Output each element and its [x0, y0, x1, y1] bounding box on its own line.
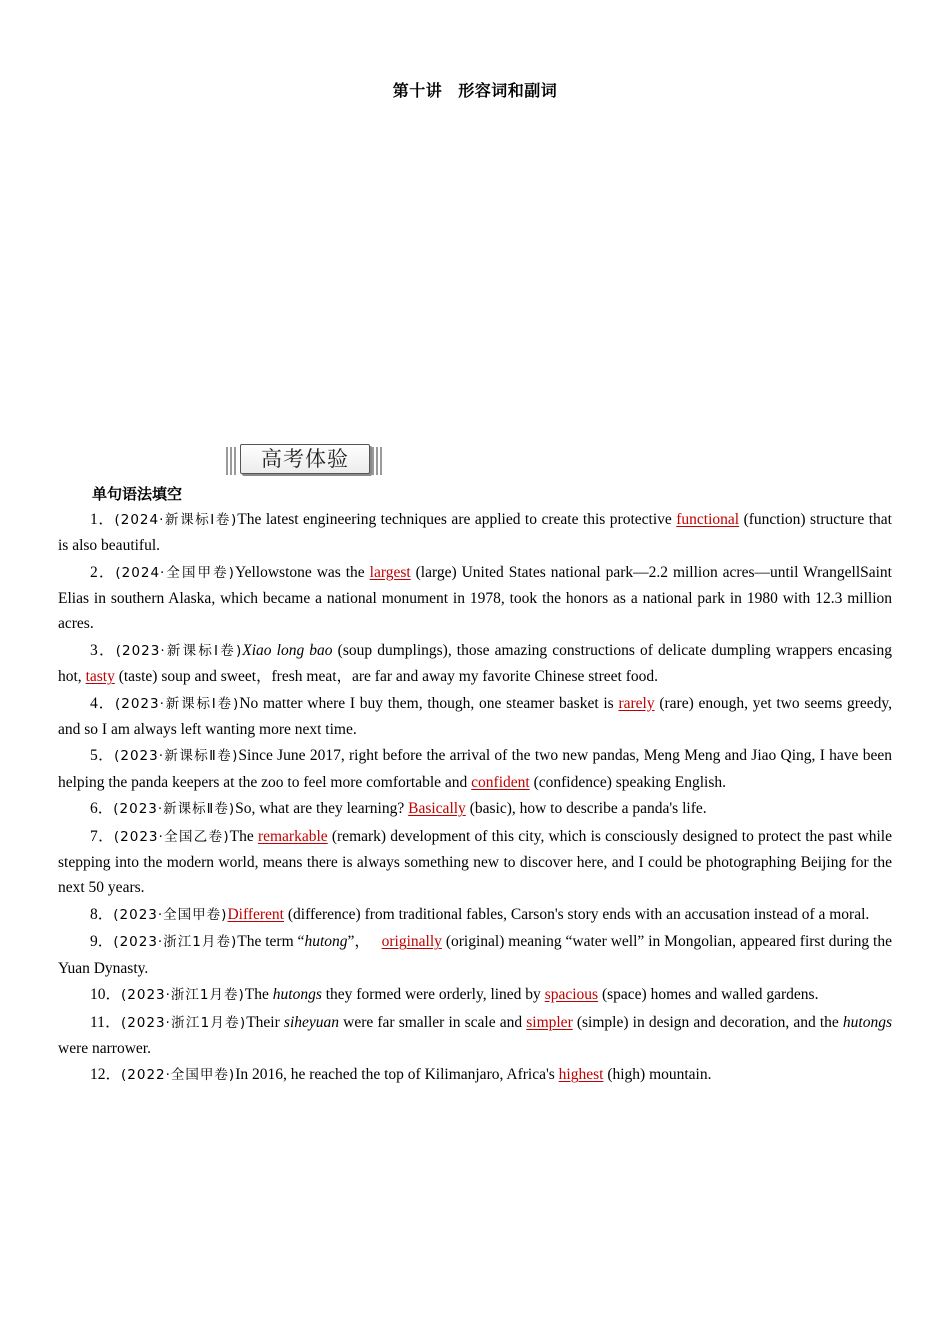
question-text: were far smaller in scale and — [339, 1013, 527, 1031]
question-text: (rare) enough, yet two seems greedy, and so I am always left wanting more next time. — [58, 694, 892, 738]
question-text: So, what are they learning? — [235, 800, 409, 818]
question-text: (space) homes and walled gardens. — [598, 986, 819, 1004]
question-italic-text: hutongs — [842, 1013, 892, 1031]
question-number: 9． — [90, 933, 114, 951]
question-source: (2023·浙江1月卷) — [121, 987, 245, 1004]
question-12 — [58, 1062, 892, 1088]
question-text: (high) mountain. — [603, 1066, 712, 1084]
question-text: No matter where I buy them, though, one steamer basket is — [239, 694, 619, 712]
question-italic-text: hutong — [304, 933, 348, 951]
question-text: In 2016, he reached the top of Kilimanjaro, Africa's — [235, 1066, 559, 1084]
question-source: (2022·全国甲卷) — [121, 1067, 236, 1084]
banner-box — [240, 444, 370, 474]
question-source: (2024·新课标Ⅰ卷) — [114, 512, 238, 528]
question-text: (taste) soup and sweet，fresh meat，are far and away my favorite Chinese street food. — [114, 668, 659, 686]
answer: largest — [369, 563, 411, 581]
question-6 — [58, 796, 892, 822]
question-number: 10． — [90, 986, 122, 1004]
page-title — [0, 78, 950, 101]
question-7 — [58, 824, 892, 901]
question-italic-text: Xiao long bao — [242, 641, 333, 659]
question-text: (simple) in design and decoration, and the — [572, 1013, 843, 1031]
question-source: (2024·全国甲卷) — [115, 564, 235, 581]
question-2 — [58, 560, 892, 637]
question-source: (2023·浙江1月卷) — [120, 1014, 247, 1031]
answer: originally — [381, 933, 442, 951]
question-text: (soup dumplings), those amazing constructions of delicate dumpling wrappers encasing hot, — [58, 641, 892, 686]
answer: remarkable — [257, 827, 328, 845]
question-italic-text: siheyuan — [283, 1013, 340, 1031]
question-number: 7． — [90, 827, 114, 845]
question-text: ”， — [347, 933, 382, 951]
question-source: (2023·全国乙卷) — [113, 828, 230, 845]
question-source: (2023·新课标Ⅱ卷) — [114, 748, 239, 765]
question-number: 5． — [90, 747, 115, 765]
banner-label: 高考体验 — [261, 447, 349, 471]
answer: Basically — [408, 800, 466, 818]
question-text: (remark) development of this city, which is consciously designed to protect the past while stepping into the modern world, means there is always something new to discover here, and I could be photographing Beijing for the next 50 years. — [58, 827, 892, 897]
question-number: 4． — [90, 694, 115, 712]
answer: highest — [558, 1066, 604, 1084]
answer: tasty — [85, 668, 115, 686]
question-text: The latest engineering techniques are applied to create this protective — [237, 511, 677, 528]
question-italic-text: hutongs — [272, 986, 322, 1004]
question-text: The — [244, 986, 273, 1004]
answer: Different — [227, 905, 284, 923]
question-source: (2023·全国甲卷) — [113, 906, 228, 923]
question-number: 2． — [90, 563, 116, 581]
question-number: 11． — [90, 1013, 121, 1031]
question-8 — [58, 902, 892, 928]
banner-stripes-left — [226, 447, 238, 475]
section-title: 单句语法填空 — [92, 485, 183, 503]
lesson-number: 第十讲 — [392, 81, 443, 100]
question-source: (2023·浙江1月卷) — [113, 934, 238, 951]
answer: spacious — [544, 986, 599, 1004]
question-number: 8． — [90, 905, 114, 923]
question-text: were narrower. — [58, 1039, 151, 1057]
question-11 — [58, 1010, 892, 1062]
question-text: The — [229, 827, 258, 845]
question-source: (2023·新课标Ⅰ卷) — [114, 695, 240, 712]
question-5 — [58, 743, 892, 795]
question-text: (original) meaning “water well” in Mongolian, appeared first during the Yuan Dynasty. — [58, 933, 892, 977]
question-text: Since June 2017, right before the arrival of the two new pandas, Meng Meng and Jiao Qing, I have been helping the panda keepers at the zoo to feel more comfortable and — [58, 747, 892, 791]
question-text: (function) structure that is also beautiful. — [58, 511, 892, 555]
question-text: The term “ — [237, 933, 305, 951]
question-text: (confidence) speaking English. — [529, 773, 726, 791]
question-9 — [58, 929, 892, 981]
exercise-content — [58, 482, 892, 1090]
lesson-topic: 形容词和副词 — [458, 81, 558, 100]
question-1 — [58, 507, 892, 559]
question-number: 1． — [90, 511, 115, 528]
banner-stripes-right — [372, 447, 384, 475]
question-text: (large) United States national park—2.2 million acres—until WrangellSaint Elias in southern Alaska, which became a national monument in 1978, took the honors as a national park in 1980 with 12.3 million acres. — [58, 563, 892, 633]
section-banner — [226, 443, 384, 477]
question-source: (2023·新课标Ⅰ卷) — [115, 642, 243, 659]
answer: rarely — [618, 694, 655, 712]
question-text: Their — [246, 1013, 284, 1031]
question-text: they formed were orderly, lined by — [321, 986, 545, 1004]
answer: simpler — [526, 1013, 573, 1031]
answer: functional — [676, 511, 740, 528]
question-3 — [58, 638, 892, 690]
question-text: (difference) from traditional fables, Carson's story ends with an accusation instead of a moral. — [283, 905, 870, 923]
question-source: (2023·新课标Ⅱ卷) — [113, 801, 236, 818]
question-number: 6． — [90, 800, 114, 818]
answer: confident — [471, 773, 530, 791]
question-number: 3． — [90, 641, 116, 659]
question-text: Yellowstone was the — [234, 563, 370, 581]
question-text: (basic), how to describe a panda's life. — [465, 800, 707, 818]
question-10 — [58, 982, 892, 1008]
question-number: 12． — [90, 1066, 122, 1084]
question-4 — [58, 691, 892, 743]
